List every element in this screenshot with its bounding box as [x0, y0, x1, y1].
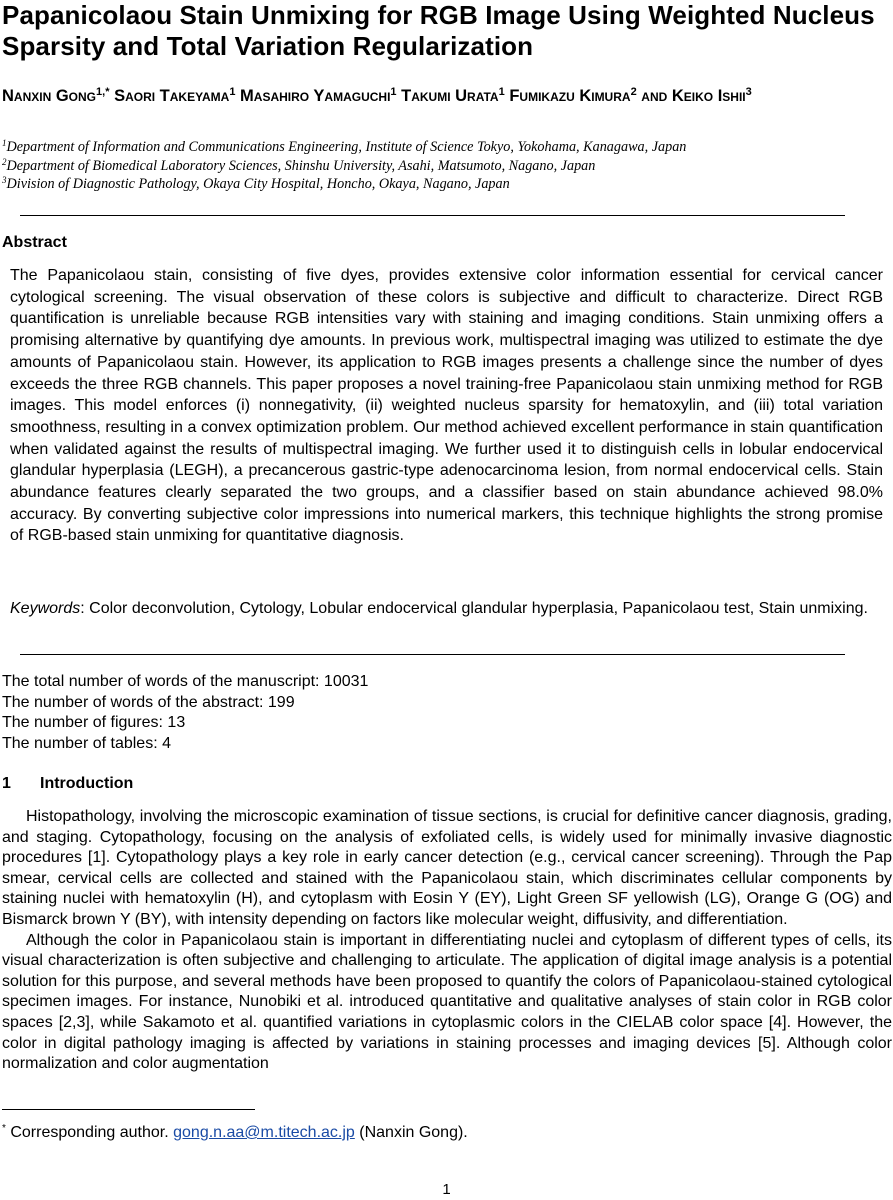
author-list: Nanxin Gong$^{1,*}$ Saori Takeyama$^1$ Masahiro Yamaguchi$^1$ Takumi Urata$^1$ Fumikazu Kimura$^2$ and Keiko Ishii$^3$ [2, 86, 752, 105]
footnote-suffix: (Nanxin Gong). [354, 1124, 468, 1141]
author-affiliation-mark: 1 [229, 86, 236, 98]
keywords-label: Keywords [10, 600, 81, 617]
affiliation-number: 1 [2, 138, 7, 148]
manuscript-counts [2, 672, 882, 754]
section-number: 1 [2, 775, 11, 792]
author-name: Masahiro Yamaguchi [240, 87, 391, 105]
paragraph: Although the color in Papanicolaou stain is important in differentiating nuclei and cytoplasm of different types of cells, its visual characterization is often subjective and challenging to articulate. The application of digital image analysis is a potential solution for this purpose, and several methods have been proposed to quantify the colors of Papanicolaou-stained cytological specimen images. For instance, Nunobiki et al. introduced quantitative and qualitative analyses of stain color in RGB color spaces [2,3], while Sakamoto et al. quantified variations in cytoplasmic colors in the CIELAB color space [4]. However, the color in digital pathology imaging is affected by variations in staining processes and imaging devices [5]. Although color normalization and color augmentation [2, 931, 892, 1073]
keywords-list: : Color deconvolution, Cytology, Lobular endocervical glandular hyperplasia, Papanicolaou test, Stain unmixing. [80, 600, 868, 617]
figure-count: The number of figures: 13 [2, 714, 186, 731]
table-count: The number of tables: 4 [2, 734, 171, 752]
author-name: Saori Takeyama [114, 87, 230, 105]
paper-title: Papanicolaou Stain Unmixing for RGB Image Using Weighted Nucleus Sparsity and Total Variation Regularization [2, 0, 875, 61]
author-affiliation-mark: 1 [390, 86, 397, 98]
page-number: 1 [442, 1181, 451, 1198]
abstract-text: The Papanicolaou stain, consisting of five dyes, provides extensive color information essential for cervical cancer cytological screening. The visual observation of these colors is subjective and difficult to characterize. Direct RGB quantification is unreliable because RGB intensities vary with staining and imaging conditions. Stain unmixing offers a promising alternative by quantifying dye amounts. In previous work, multispectral imaging was utilized to estimate the dye amounts of Papanicolaou stain. However, its application to RGB images presents a challenge since the number of dyes exceeds the three RGB channels. This paper proposes a novel training-free Papanicolaou stain unmixing method for RGB images. This model enforces (i) nonnegativity, (ii) weighted nucleus sparsity for hematoxylin, and (iii) total variation smoothness, resulting in a convex optimization problem. Our method achieved excellent performance in stain quantification when validated against the results of multispectral imaging. We further used it to distinguish cells in lobular endocervical glandular hyperplasia (LEGH), a precancerous gastric-type adenocarcinoma lesion, from normal endocervical cells. Stain abundance features clearly separated the two groups, and a classifier based on stain abundance achieved 98.0% accuracy. By converting subjective color impressions into numerical markers, this technique highlights the strong promise of RGB-based stain unmixing for quantitative diagnosis. [10, 267, 883, 545]
affiliation-text: Department of Information and Communications Engineering, Institute of Science Tokyo, Yokohama, Kanagawa, Japan [6, 139, 687, 155]
affiliation [2, 138, 890, 157]
affiliation-text: Division of Diagnostic Pathology, Okaya City Hospital, Honcho, Okaya, Nagano, Japan [6, 176, 510, 192]
footnote-text: Corresponding author. [5, 1124, 174, 1141]
section-heading-introduction [2, 775, 133, 793]
word-count: The total number of words of the manuscript: 10031 [2, 673, 369, 690]
affiliation-list [2, 138, 890, 194]
corresponding-email-link[interactable]: gong.n.aa@m.titech.ac.jp [173, 1124, 355, 1141]
footnote-divider [2, 1109, 255, 1110]
abstract-divider [20, 654, 845, 655]
affiliation-number: 3 [2, 175, 7, 185]
keywords [10, 598, 883, 620]
affiliation-number: 2 [2, 156, 7, 167]
affiliation [2, 157, 890, 176]
author-affiliation-mark: 2 [630, 86, 637, 98]
affiliation-text: Department of Biomedical Laboratory Sciences, Shinshu University, Asahi, Matsumoto, Nagano, Japan [6, 157, 596, 174]
author-name: Nanxin Gong [2, 87, 97, 105]
author-name: Fumikazu Kimura [509, 87, 631, 105]
abstract-word-count: The number of words of the abstract: 199 [2, 693, 295, 711]
abstract-heading: Abstract [2, 234, 67, 251]
footnote [2, 1123, 468, 1143]
author-affiliation-mark: 1,* [96, 86, 110, 98]
author-name: Keiko Ishii [671, 87, 746, 105]
author-affiliation-mark: 1 [498, 86, 505, 98]
author-name: Takumi Urata [401, 87, 499, 105]
section-title: Introduction [40, 775, 134, 792]
paragraph: Histopathology, involving the microscopic examination of tissue sections, is crucial for definitive cancer diagnosis, grading, and staging. Cytopathology, focusing on the analysis of exfoliated cells, is widely used for minimally invasive diagnostic procedures [1]. Cytopathology plays a key role in early cancer detection (e.g., cervical cancer screening). Through the Pap smear, cervical cells are collected and stained with the Papanicolaou stain, which discriminates cellular components by staining nuclei with hematoxylin (H), and cytoplasm with Eosin Y (EY), Light Green SF yellowish (LG), Orange G (OG) and Bismarck brown Y (BY), with intensity depending on factors like molecular weight, diffusivity, and differentiation. [2, 808, 892, 928]
author-affiliation-mark: 3 [745, 86, 752, 98]
introduction-body [2, 807, 892, 1075]
affiliation [2, 175, 890, 194]
header-divider [20, 215, 845, 216]
footnote-mark: * [2, 1123, 6, 1134]
